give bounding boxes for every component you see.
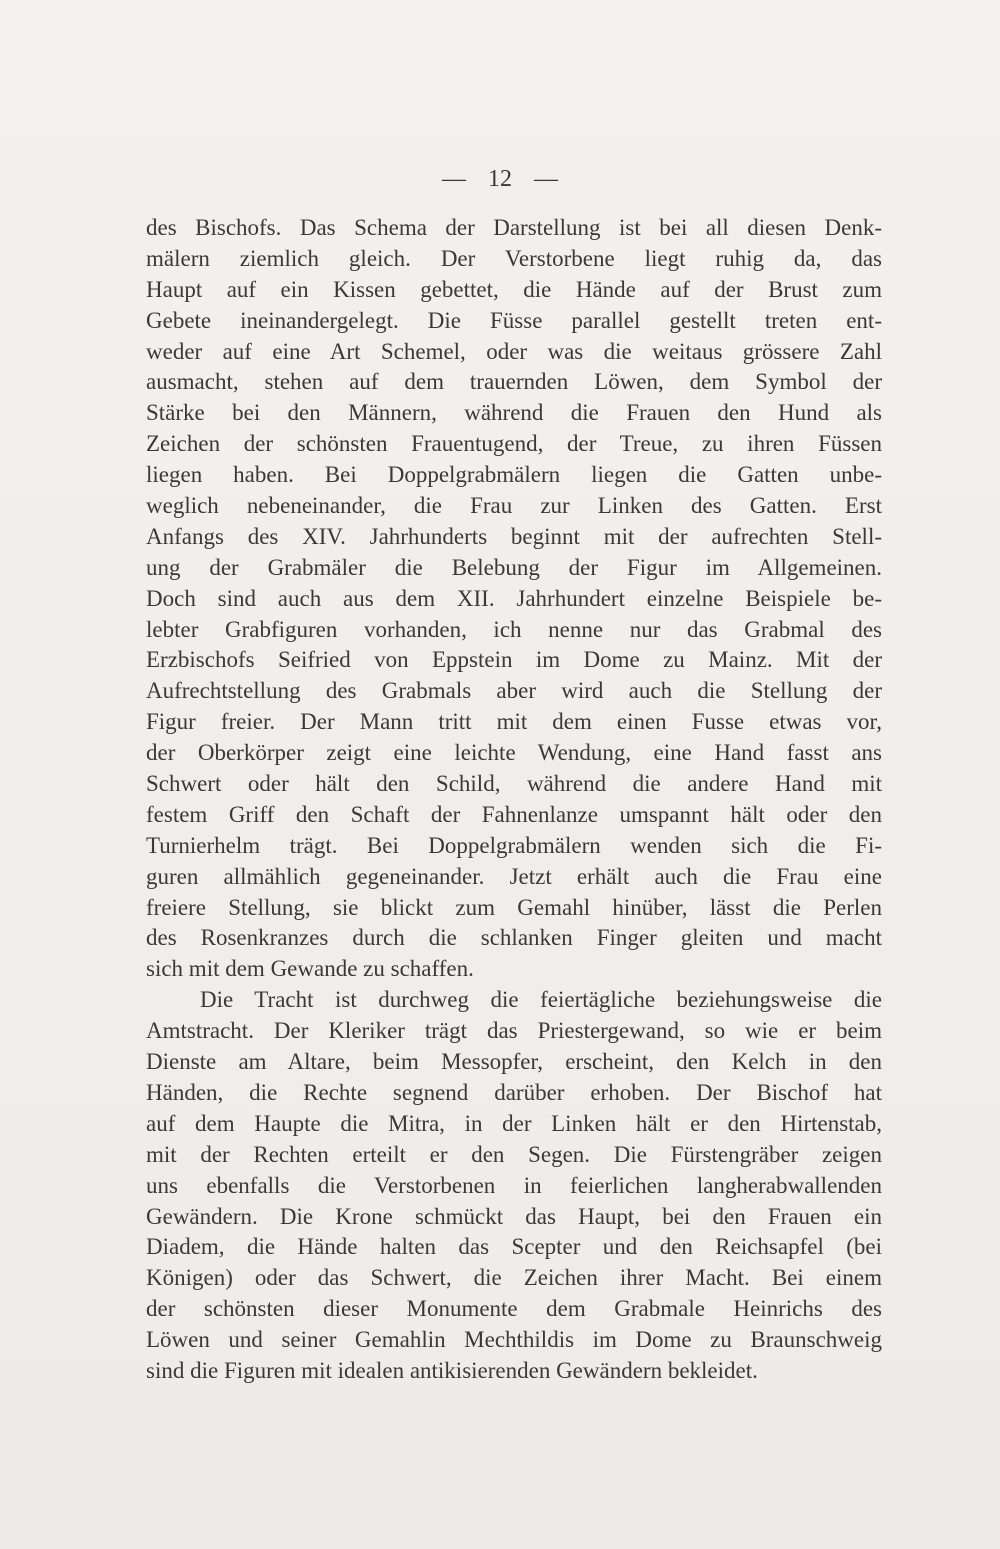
text-line: Anfangs des XIV. Jahrhunderts beginnt mit der aufrechten Stell-	[146, 523, 882, 549]
text-line: Die Tracht ist durchweg die feiertägliche beziehungsweise die	[200, 987, 882, 1013]
text-line: ausmacht, stehen auf dem trauernden Löwen, dem Symbol der	[146, 369, 882, 395]
header-dash-left: —	[442, 166, 466, 192]
text-line: Figur freier. Der Mann tritt mit dem einen Fusse etwas vor,	[146, 709, 882, 735]
header-dash-right: —	[534, 166, 558, 192]
text-line: Amtstracht. Der Kleriker trägt das Priestergewand, so wie er beim	[146, 1018, 882, 1044]
text-line: festem Griff den Schaft der Fahnenlanze umspannt hält oder den	[146, 801, 882, 827]
text-line: Gewändern. Die Krone schmückt das Haupt, bei den Frauen ein	[146, 1203, 882, 1229]
text-line: Aufrechtstellung des Grabmals aber wird auch die Stellung der	[146, 678, 882, 704]
text-line: weglich nebeneinander, die Frau zur Linken des Gatten. Erst	[146, 493, 882, 519]
text-line: Königen) oder das Schwert, die Zeichen ihrer Macht. Bei einem	[146, 1265, 882, 1291]
text-line: lebter Grabfiguren vorhanden, ich nenne nur das Grabmal des	[146, 616, 882, 642]
paragraph-2	[146, 985, 882, 1387]
text-line: des Bischofs. Das Schema der Darstellung ist bei all diesen Denk-	[146, 215, 882, 240]
text-line: liegen haben. Bei Doppelgrabmälern liegen die Gatten unbe-	[146, 462, 882, 488]
text-line: Erzbischofs Seifried von Eppstein im Dome zu Mainz. Mit der	[146, 647, 882, 673]
text-line: ung der Grabmäler die Belebung der Figur im Allgemeinen.	[146, 554, 882, 580]
text-line: mälern ziemlich gleich. Der Verstorbene liegt ruhig da, das	[146, 245, 882, 271]
text-line: uns ebenfalls die Verstorbenen in feierlichen langherabwallenden	[146, 1172, 882, 1198]
text-line: des Rosenkranzes durch die schlanken Finger gleiten und macht	[146, 925, 882, 951]
text-line: sind die Figuren mit idealen antikisierenden Gewändern bekleidet.	[146, 1357, 758, 1383]
text-line: auf dem Haupte die Mitra, in der Linken hält er den Hirtenstab,	[146, 1110, 882, 1136]
text-line: Stärke bei den Männern, während die Frauen den Hund als	[146, 400, 882, 426]
text-line: Haupt auf ein Kissen gebettet, die Hände auf der Brust zum	[146, 276, 882, 302]
text-line: guren allmählich gegeneinander. Jetzt erhält auch die Frau eine	[146, 863, 882, 889]
text-line: sich mit dem Gewande zu schaffen.	[146, 956, 474, 982]
text-line: mit der Rechten erteilt er den Segen. Die Fürstengräber zeigen	[146, 1141, 882, 1167]
text-line: der schönsten dieser Monumente dem Grabmale Heinrichs des	[146, 1296, 882, 1322]
text-line: Doch sind auch aus dem XII. Jahrhundert einzelne Beispiele be-	[146, 585, 882, 611]
text-line: Turnierhelm trägt. Bei Doppelgrabmälern wenden sich die Fi-	[146, 832, 882, 858]
text-line: Händen, die Rechte segnend darüber erhoben. Der Bischof hat	[146, 1079, 882, 1105]
text-line: Dienste am Altare, beim Messopfer, erscheint, den Kelch in den	[146, 1049, 882, 1075]
page-number: 12	[488, 166, 512, 192]
text-line: Diadem, die Hände halten das Scepter und den Reichsapfel (bei	[146, 1234, 882, 1260]
page-header	[0, 166, 1000, 193]
text-line: Schwert oder hält den Schild, während die andere Hand mit	[146, 771, 882, 797]
text-line: freiere Stellung, sie blickt zum Gemahl hinüber, lässt die Perlen	[146, 894, 882, 920]
paragraph-1	[146, 213, 882, 985]
body-text	[146, 213, 882, 1387]
text-line: Löwen und seiner Gemahlin Mechthildis im Dome zu Braunschweig	[146, 1327, 882, 1353]
text-line: der Oberkörper zeigt eine leichte Wendung, eine Hand fasst ans	[146, 740, 882, 766]
text-line: weder auf eine Art Schemel, oder was die weitaus grössere Zahl	[146, 338, 882, 364]
text-line: Gebete ineinandergelegt. Die Füsse parallel gestellt treten ent-	[146, 307, 882, 333]
text-line: Zeichen der schönsten Frauentugend, der Treue, zu ihren Füssen	[146, 431, 882, 457]
